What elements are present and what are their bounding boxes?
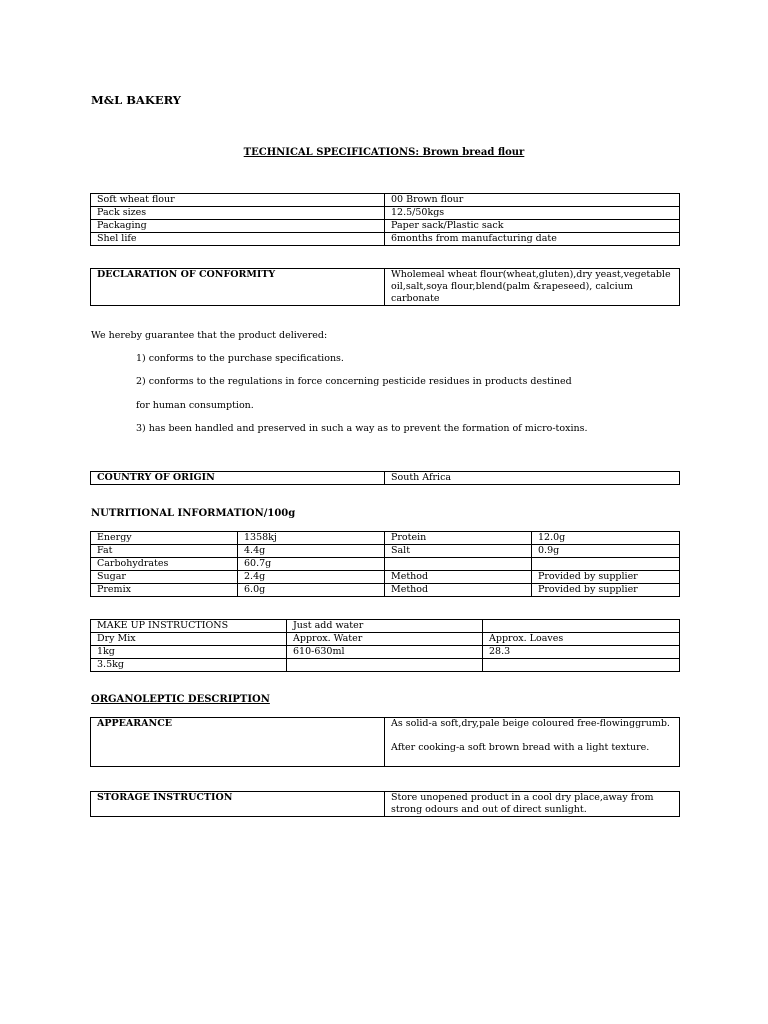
table-row xyxy=(91,633,680,646)
table-row xyxy=(91,532,680,545)
table-row xyxy=(91,792,680,817)
storage-label: STORAGE INSTRUCTION xyxy=(91,792,385,817)
nutrient-value: Provided by supplier xyxy=(532,584,680,597)
origin-value: South Africa xyxy=(385,472,680,485)
spec-label: Soft wheat flour xyxy=(91,194,385,207)
makeup-cell: Approx. Water xyxy=(287,633,483,646)
nutrient-value: 2.4g xyxy=(238,571,385,584)
table-row xyxy=(91,207,680,220)
appearance-value xyxy=(385,718,680,767)
table-row xyxy=(91,718,680,767)
nutrient-name: Method xyxy=(385,584,532,597)
nutrient-name: Energy xyxy=(91,532,238,545)
makeup-table xyxy=(90,619,680,672)
makeup-cell: Just add water xyxy=(287,620,483,633)
table-row xyxy=(91,571,680,584)
spec-label: Packaging xyxy=(91,220,385,233)
spec-value: 00 Brown flour xyxy=(385,194,680,207)
table-row xyxy=(91,620,680,633)
declaration-label: DECLARATION OF CONFORMITY xyxy=(91,269,385,306)
organoleptic-heading: ORGANOLEPTIC DESCRIPTION xyxy=(91,694,270,705)
declaration-table xyxy=(90,268,680,306)
guarantee-item-1: 1) conforms to the purchase specifications. xyxy=(136,353,344,364)
declaration-value: Wholemeal wheat flour(wheat,gluten),dry yeast,vegetable oil,salt,soya flour,blend(palm &rapeseed), calcium carbonate xyxy=(385,269,680,306)
spec-label: Pack sizes xyxy=(91,207,385,220)
nutrient-name: Premix xyxy=(91,584,238,597)
storage-table xyxy=(90,791,680,817)
table-row xyxy=(91,220,680,233)
table-row xyxy=(91,545,680,558)
spec-value: 12.5/50kgs xyxy=(385,207,680,220)
makeup-cell xyxy=(483,620,680,633)
makeup-cell: 1kg xyxy=(91,646,287,659)
nutrient-name: Fat xyxy=(91,545,238,558)
makeup-cell: 3.5kg xyxy=(91,659,287,672)
makeup-cell xyxy=(287,659,483,672)
appearance-cooked: After cooking-a soft brown bread with a light texture. xyxy=(391,742,650,753)
makeup-cell xyxy=(483,659,680,672)
nutrient-value: 0.9g xyxy=(532,545,680,558)
makeup-cell: 610-630ml xyxy=(287,646,483,659)
nutrient-name: Salt xyxy=(385,545,532,558)
nutrient-value: 60.7g xyxy=(238,558,385,571)
makeup-cell: Dry Mix xyxy=(91,633,287,646)
makeup-cell: MAKE UP INSTRUCTIONS xyxy=(91,620,287,633)
nutrient-value: 6.0g xyxy=(238,584,385,597)
guarantee-intro: We hereby guarantee that the product delivered: xyxy=(91,330,328,341)
makeup-cell: Approx. Loaves xyxy=(483,633,680,646)
nutrient-name: Method xyxy=(385,571,532,584)
table-row xyxy=(91,194,680,207)
appearance-raw: As solid-a soft,dry,pale beige coloured free-flowinggrumb. xyxy=(391,718,670,729)
table-row xyxy=(91,659,680,672)
spec-value: 6months from manufacturing date xyxy=(385,233,680,246)
origin-label: COUNTRY OF ORIGIN xyxy=(91,472,385,485)
guarantee-item-3: 3) has been handled and preserved in such a way as to prevent the formation of micro-toxins. xyxy=(136,423,588,434)
document-title: TECHNICAL SPECIFICATIONS: Brown bread flour xyxy=(243,147,525,158)
makeup-cell: 28.3 xyxy=(483,646,680,659)
appearance-label: APPEARANCE xyxy=(91,718,385,767)
nutrient-name xyxy=(385,558,532,571)
table-row xyxy=(91,646,680,659)
nutrient-value: 1358kj xyxy=(238,532,385,545)
nutrient-value: 4.4g xyxy=(238,545,385,558)
nutrient-value: 12.0g xyxy=(532,532,680,545)
table-row xyxy=(91,269,680,306)
nutrient-name: Carbohydrates xyxy=(91,558,238,571)
spec-label: Shel life xyxy=(91,233,385,246)
nutrient-value: Provided by supplier xyxy=(532,571,680,584)
storage-value: Store unopened product in a cool dry place,away from strong odours and out of direct sunlight. xyxy=(385,792,680,817)
specs-table xyxy=(90,193,680,246)
table-row xyxy=(91,584,680,597)
nutrition-heading: NUTRITIONAL INFORMATION/100g xyxy=(91,508,296,519)
nutrient-name: Protein xyxy=(385,532,532,545)
nutrient-name: Sugar xyxy=(91,571,238,584)
nutrition-table xyxy=(90,531,680,597)
guarantee-item-2: 2) conforms to the regulations in force concerning pesticide residues in products destined xyxy=(136,376,572,387)
appearance-table xyxy=(90,717,680,767)
table-row xyxy=(91,558,680,571)
spec-value: Paper sack/Plastic sack xyxy=(385,220,680,233)
guarantee-item-2-cont: for human consumption. xyxy=(136,400,254,411)
nutrient-value xyxy=(532,558,680,571)
company-name: M&L BAKERY xyxy=(91,93,182,107)
origin-table xyxy=(90,471,680,485)
table-row xyxy=(91,472,680,485)
table-row xyxy=(91,233,680,246)
